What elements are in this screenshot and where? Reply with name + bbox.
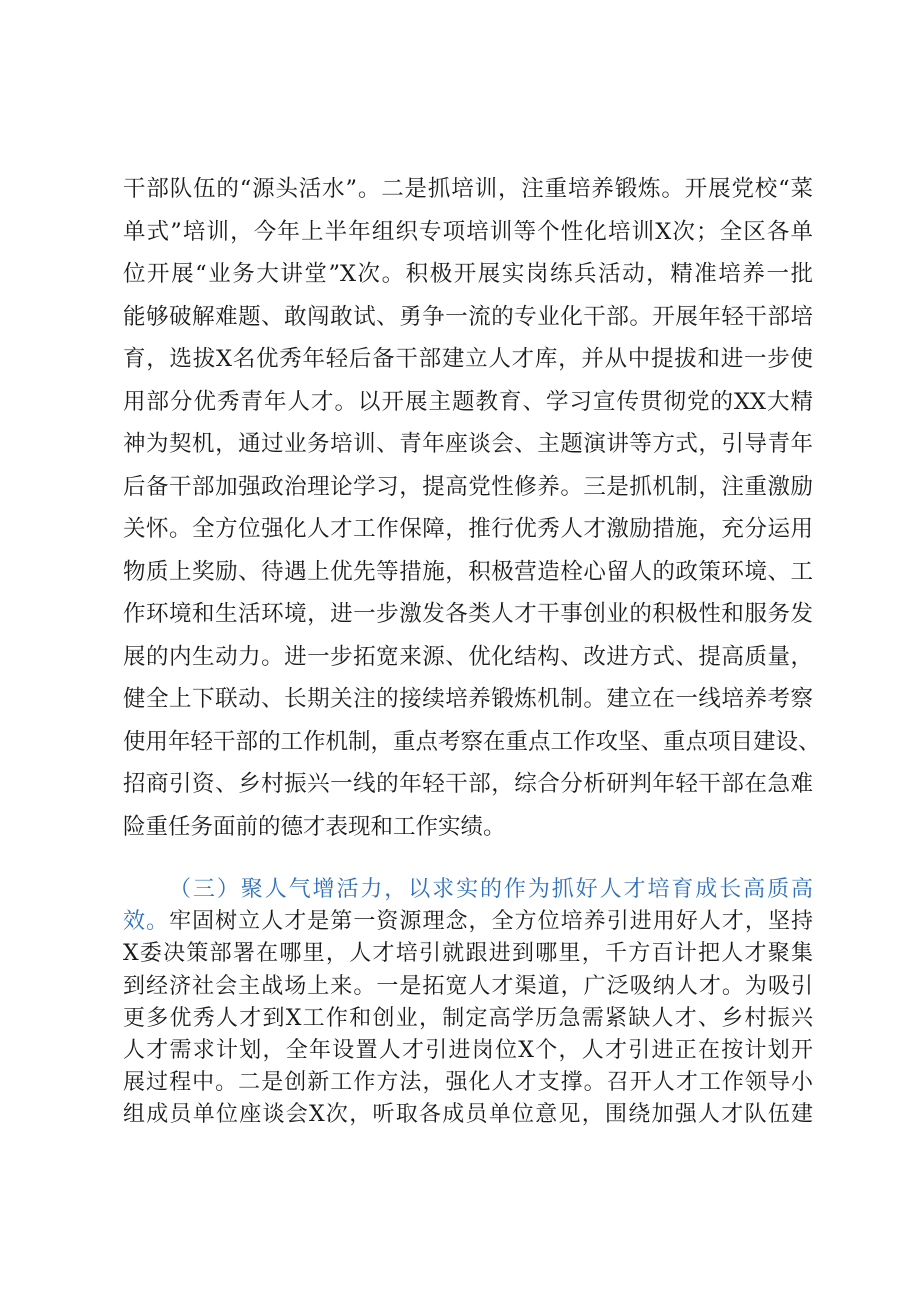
text-line: 组成员单位座谈会X次，听取各成员单位意见，围绕加强人才队伍建 [123,1102,813,1128]
text-line: 作环境和生活环境，进一步激发各类人才干事创业的积极性和服务发 [123,601,813,627]
text-line: 展的内生动力。进一步拓宽来源、优化结构、改进方式、提高质量， [123,643,813,670]
text-line: 招商引资、乡村振兴一线的年轻干部，综合分析研判年轻干部在急难 [123,771,813,797]
section-heading: （三）聚人气增活力，以求实的作为抓好人才培育成长高质高 [169,877,813,902]
text-line [123,906,813,938]
text-line: 健全上下联动、长期关注的接续培养锻炼机制。建立在一线培养考察 [123,686,813,712]
text-line: 单式”培训，今年上半年组织专项培训等个性化培训X次；全区各单 [123,218,813,245]
text-line: 位开展“业务大讲堂”X次。积极开展实岗练兵活动，精准培养一批 [123,261,813,287]
text-line: 用部分优秀青年人才。以开展主题教育、学习宣传贯彻党的XX大精 [123,388,813,415]
section-heading-end: 效。 [123,909,170,935]
paragraph-body-1 [123,168,821,848]
text-line: 展过程中。二是创新工作方法，强化人才支撑。召开人才工作领导小 [123,1070,813,1096]
text-line: 干部队伍的“源头活水”。二是抓培训，注重培养锻炼。开展党校“菜 [123,176,813,202]
text-line: 物质上奖励、待遇上优先等措施，积极营造栓心留人的政策环境、工 [123,558,813,585]
text-line: 后备干部加强政治理论学习，提高党性修养。三是抓机制，注重激励 [123,473,813,500]
text-line: 能够破解难题、敢闯敢试、勇争一流的专业化干部。开展年轻干部培 [123,303,813,330]
text-line: 到经济社会主战场上来。一是拓宽人才渠道，广泛吸纳人才。为吸引 [123,973,813,999]
text-line: X委决策部署在哪里，人才培引就跟进到哪里，千方百计把人才聚集 [123,941,813,967]
text-line: 神为契机，通过业务培训、青年座谈会、主题演讲等方式，引导青年 [123,431,813,457]
text-line: 人才需求计划，全年设置人才引进岗位X个，人才引进正在按计划开 [123,1038,813,1064]
text-line-last: 险重任务面前的德才表现和工作实绩。 [123,813,506,840]
text-line: 更多优秀人才到X工作和创业，制定高学历急需紧缺人才、乡村振兴 [123,1005,813,1031]
text-line: 使用年轻干部的工作机制，重点考察在重点工作攻坚、重点项目建设、 [123,728,821,755]
section-heading-line [123,874,813,906]
text-line: 关怀。全方位强化人才工作保障，推行优秀人才激励措施，充分运用 [123,516,813,542]
text-fragment: 牢固树立人才是第一资源理念，全方位培养引进用好人才，坚持 [169,909,813,935]
paragraph-body-2 [123,874,813,1132]
text-line: 育，选拔X名优秀年轻后备干部建立人才库，并从中提拔和进一步使 [123,346,813,372]
